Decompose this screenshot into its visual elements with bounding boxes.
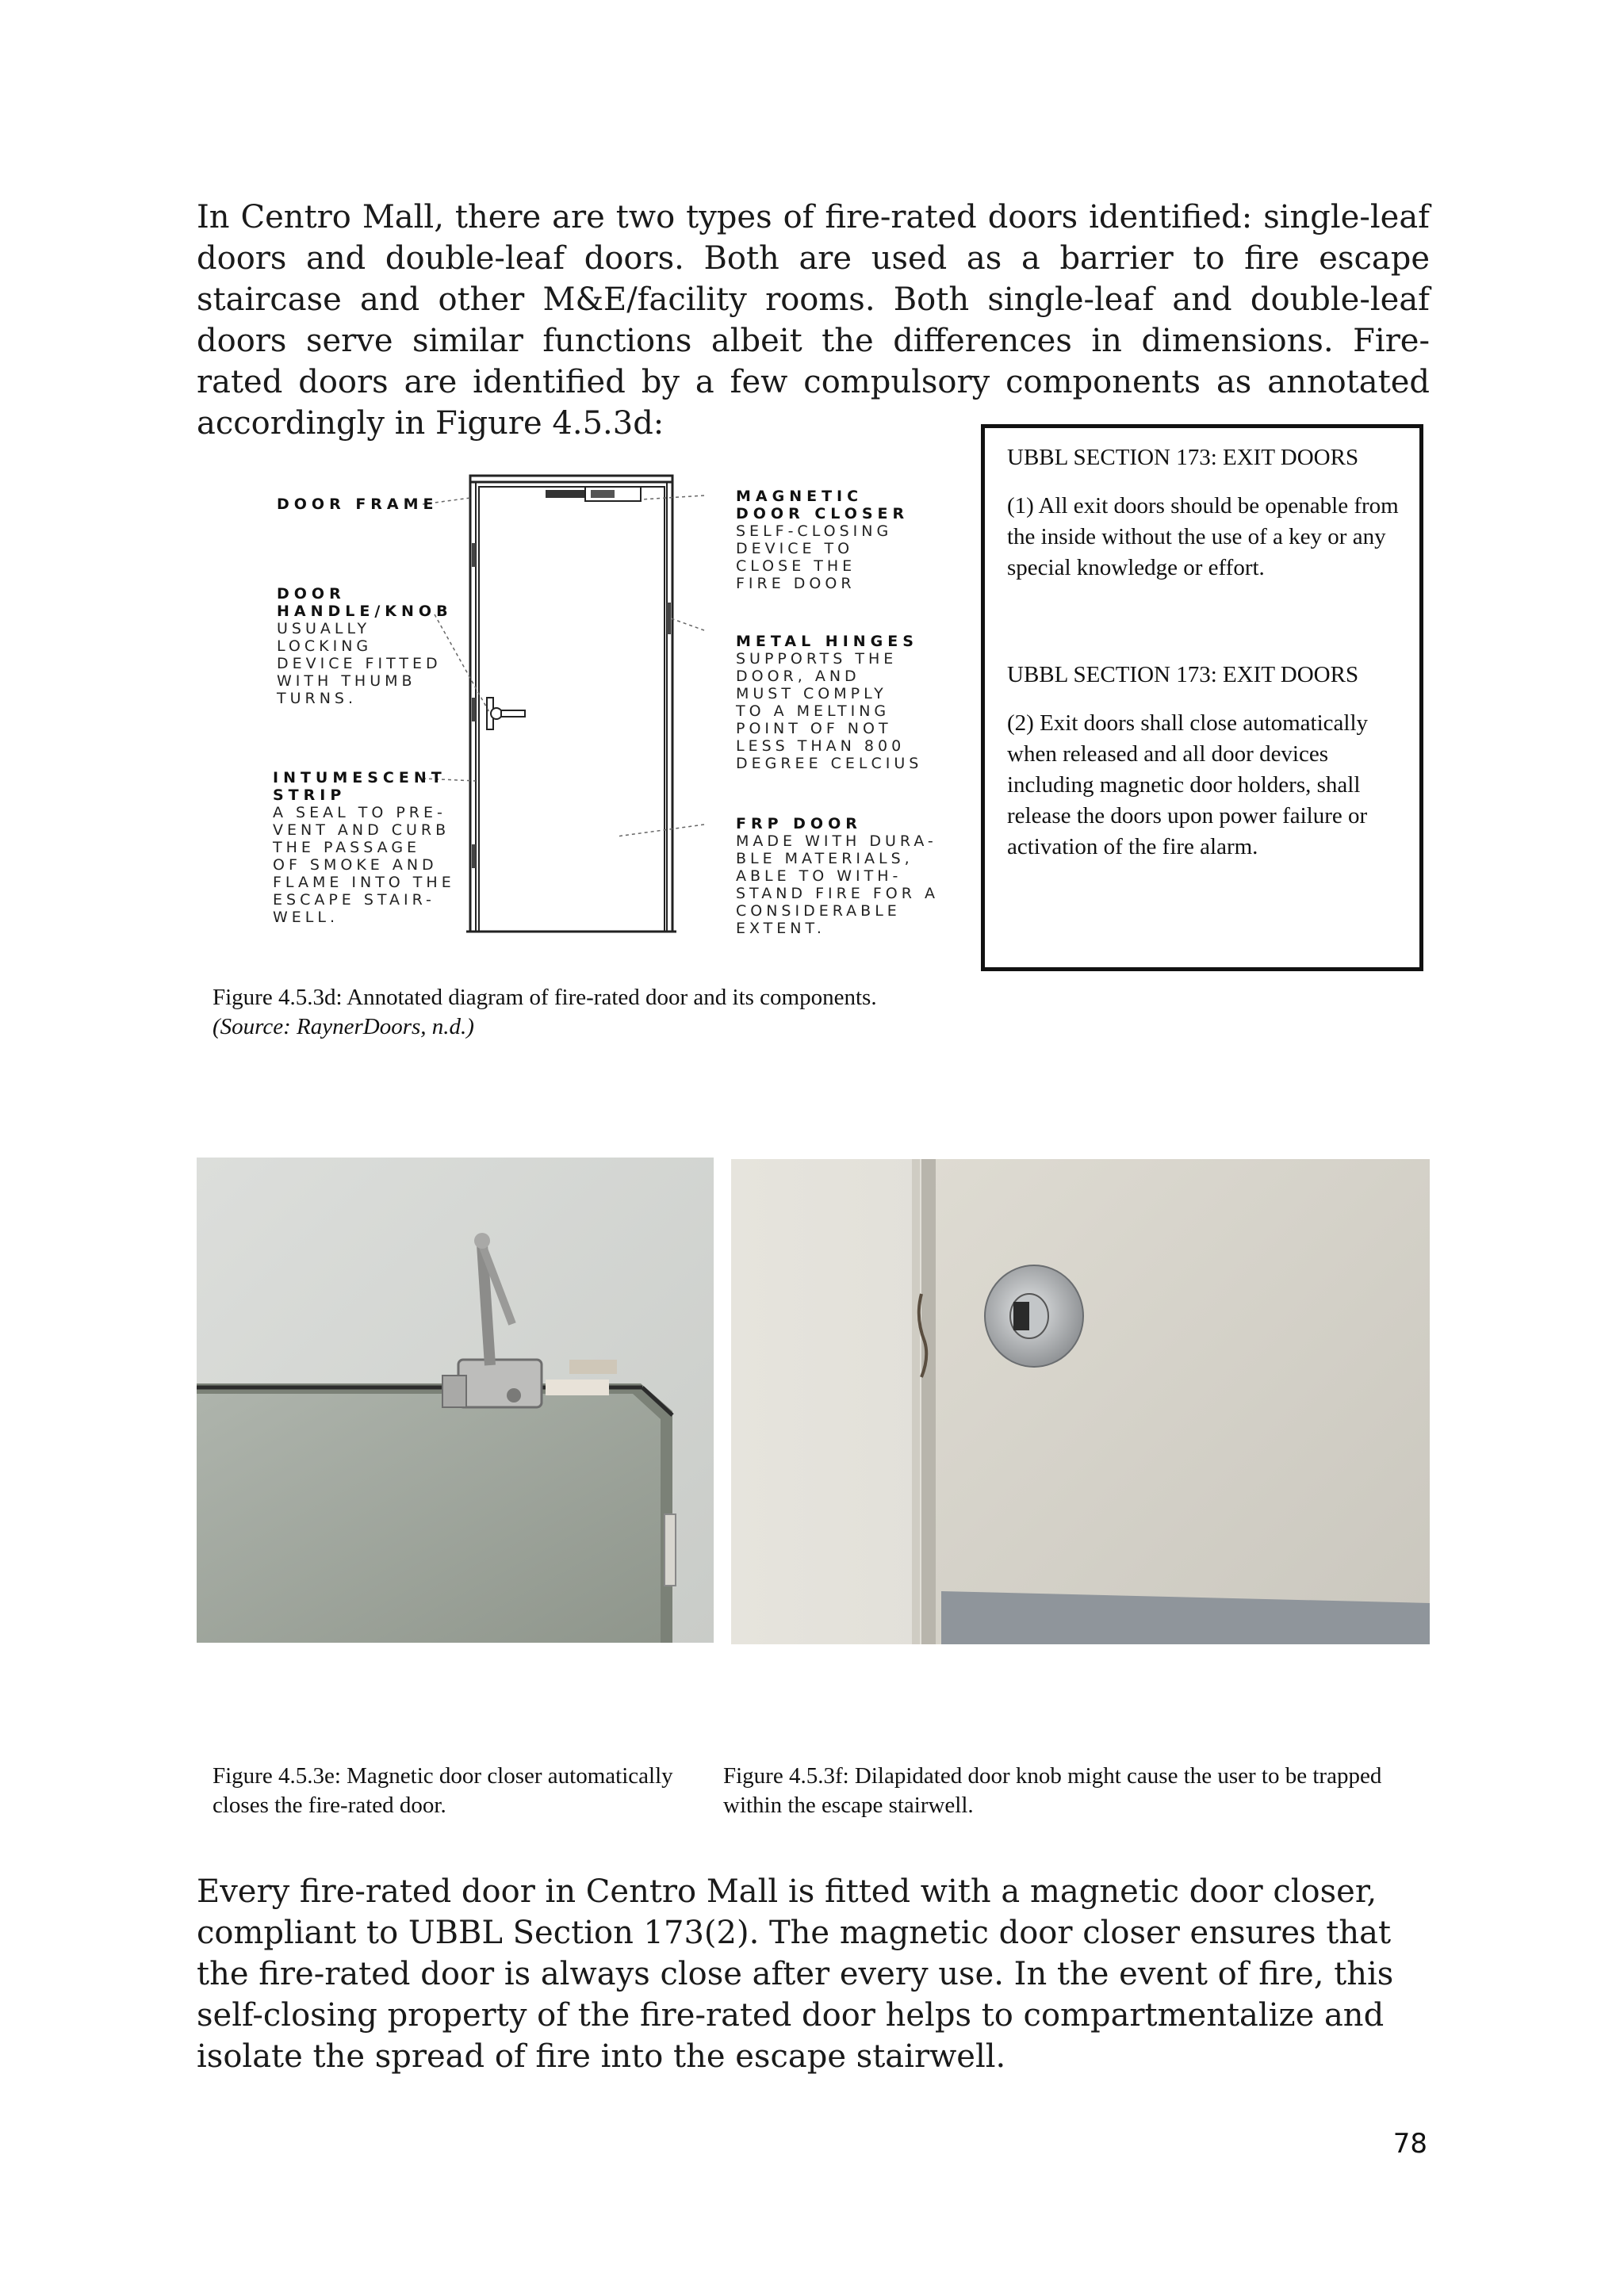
figure-f-caption: Figure 4.5.3f: Dilapidated door knob might cause the user to be trapped within the escape stairwell.	[723, 1763, 1382, 1818]
label-strip-body-4: OF SMOKE AND	[273, 856, 438, 874]
label-frp-body-2: BLE MATERIALS,	[736, 850, 914, 867]
door-frame-drawing	[466, 476, 676, 932]
page-number: 78	[1392, 2128, 1427, 2160]
label-handle-body-1: USUALLY	[277, 620, 371, 637]
fire-door-diagram	[197, 444, 958, 951]
label-closer-body-3: CLOSE THE	[736, 557, 856, 575]
door-closer-drawing	[546, 487, 641, 501]
label-frp-body-3: ABLE TO WITH-	[736, 867, 902, 885]
label-hinges-body-7: DEGREE CELCIUS	[736, 755, 923, 772]
intro-paragraph: In Centro Mall, there are two types of fire-rated doors identified: single-leaf doors and double-leaf doors. Both are used as a barrier to fire escape staircase and other M&E/facility rooms. Both single-leaf and double-leaf doors serve similar functions albeit the differences in dimensions. Fire-rated doors are identified by a few compulsory components as annotated accordingly in Figure 4.5.3d:	[197, 199, 1430, 442]
photo-door-knob	[731, 1159, 1430, 1644]
label-handle-title-1: DOOR	[277, 585, 346, 603]
label-frp-body-5: CONSIDERABLE	[736, 902, 901, 920]
label-hinges-body-1: SUPPORTS THE	[736, 650, 898, 668]
label-handle-title-2: HANDLE/KNOB	[277, 603, 453, 620]
figure-e-caption: Figure 4.5.3e: Magnetic door closer automatically closes the fire-rated door.	[213, 1763, 673, 1818]
label-closer-title-2: DOOR CLOSER	[736, 505, 910, 522]
label-handle-body-5: TURNS.	[277, 690, 358, 707]
ubbl-section1-title: UBBL SECTION 173: EXIT DOORS	[1007, 445, 1359, 470]
label-frp-title: FRP DOOR	[736, 815, 862, 832]
label-hinges-body-2: DOOR, AND	[736, 668, 860, 685]
label-strip-body-2: VENT AND CURB	[273, 821, 450, 839]
label-hinges-title: METAL HINGES	[736, 633, 918, 650]
ubbl-section2-body: (2) Exit doors shall close automatically when released and all door devices including magnetic door holders, shall release the doors upon power failure or activation of the fire alarm.	[1007, 710, 1369, 859]
closing-paragraph: Every fire-rated door in Centro Mall is fitted with a magnetic door closer, compliant to UBBL Section 173(2). The magnetic door closer ensures that the fire-rated door is always close after every use. In the event of fire, this self-closing property of the fire-rated door helps to compartmentalize and isolate the spread of fire into the escape stairwell.	[197, 1873, 1394, 2075]
label-frp-body-1: MADE WITH DURA-	[736, 832, 937, 850]
ubbl-section1-body: (1) All exit doors should be openable from the inside without the use of a key or any special knowledge or effort.	[1007, 493, 1399, 580]
label-closer-body-4: FIRE DOOR	[736, 575, 856, 592]
label-strip-body-5: FLAME INTO THE	[273, 874, 455, 891]
figure-d-caption-text: Figure 4.5.3d: Annotated diagram of fire-rated door and its components.	[213, 985, 877, 1010]
fire-door-diagram-svg	[197, 444, 958, 951]
label-hinges-body-4: TO A MELTING	[736, 702, 891, 720]
label-closer-body-2: DEVICE TO	[736, 540, 854, 557]
figure-d-source: (Source: RaynerDoors, n.d.)	[213, 1014, 474, 1039]
label-closer-title-1: MAGNETIC	[736, 488, 864, 505]
photo-door-closer-svg	[197, 1158, 714, 1643]
label-strip-body-6: ESCAPE STAIR-	[273, 891, 435, 909]
label-strip-body-1: A SEAL TO PRE-	[273, 804, 446, 821]
label-hinges-body-3: MUST COMPLY	[736, 685, 887, 702]
leader-lines	[423, 496, 704, 836]
label-handle-body-3: DEVICE FITTED	[277, 655, 442, 672]
label-hinges-body-6: LESS THAN 800	[736, 737, 906, 755]
figure-d-caption	[213, 983, 1005, 1042]
label-strip-title-1: INTUMESCENT	[273, 769, 446, 786]
photo-door-knob-svg	[731, 1159, 1430, 1644]
label-frp-body-6: EXTENT.	[736, 920, 825, 937]
photo-door-closer	[197, 1158, 714, 1643]
label-strip-body-7: WELL.	[273, 909, 339, 926]
label-closer-body-1: SELF-CLOSING	[736, 522, 893, 540]
label-handle-body-4: WITH THUMB	[277, 672, 416, 690]
label-hinges-body-5: POINT OF NOT	[736, 720, 892, 737]
label-frp-body-4: STAND FIRE FOR A	[736, 885, 939, 902]
door-handle-drawing	[487, 698, 525, 729]
ubbl-section2-title: UBBL SECTION 173: EXIT DOORS	[1007, 662, 1359, 687]
label-strip-title-2: STRIP	[273, 786, 347, 804]
label-strip-body-3: THE PASSAGE	[273, 839, 421, 856]
ubbl-section-box	[981, 424, 1423, 971]
hinges-drawing	[472, 543, 671, 868]
label-handle-body-2: LOCKING	[277, 637, 373, 655]
label-door-frame: DOOR FRAME	[277, 496, 439, 513]
